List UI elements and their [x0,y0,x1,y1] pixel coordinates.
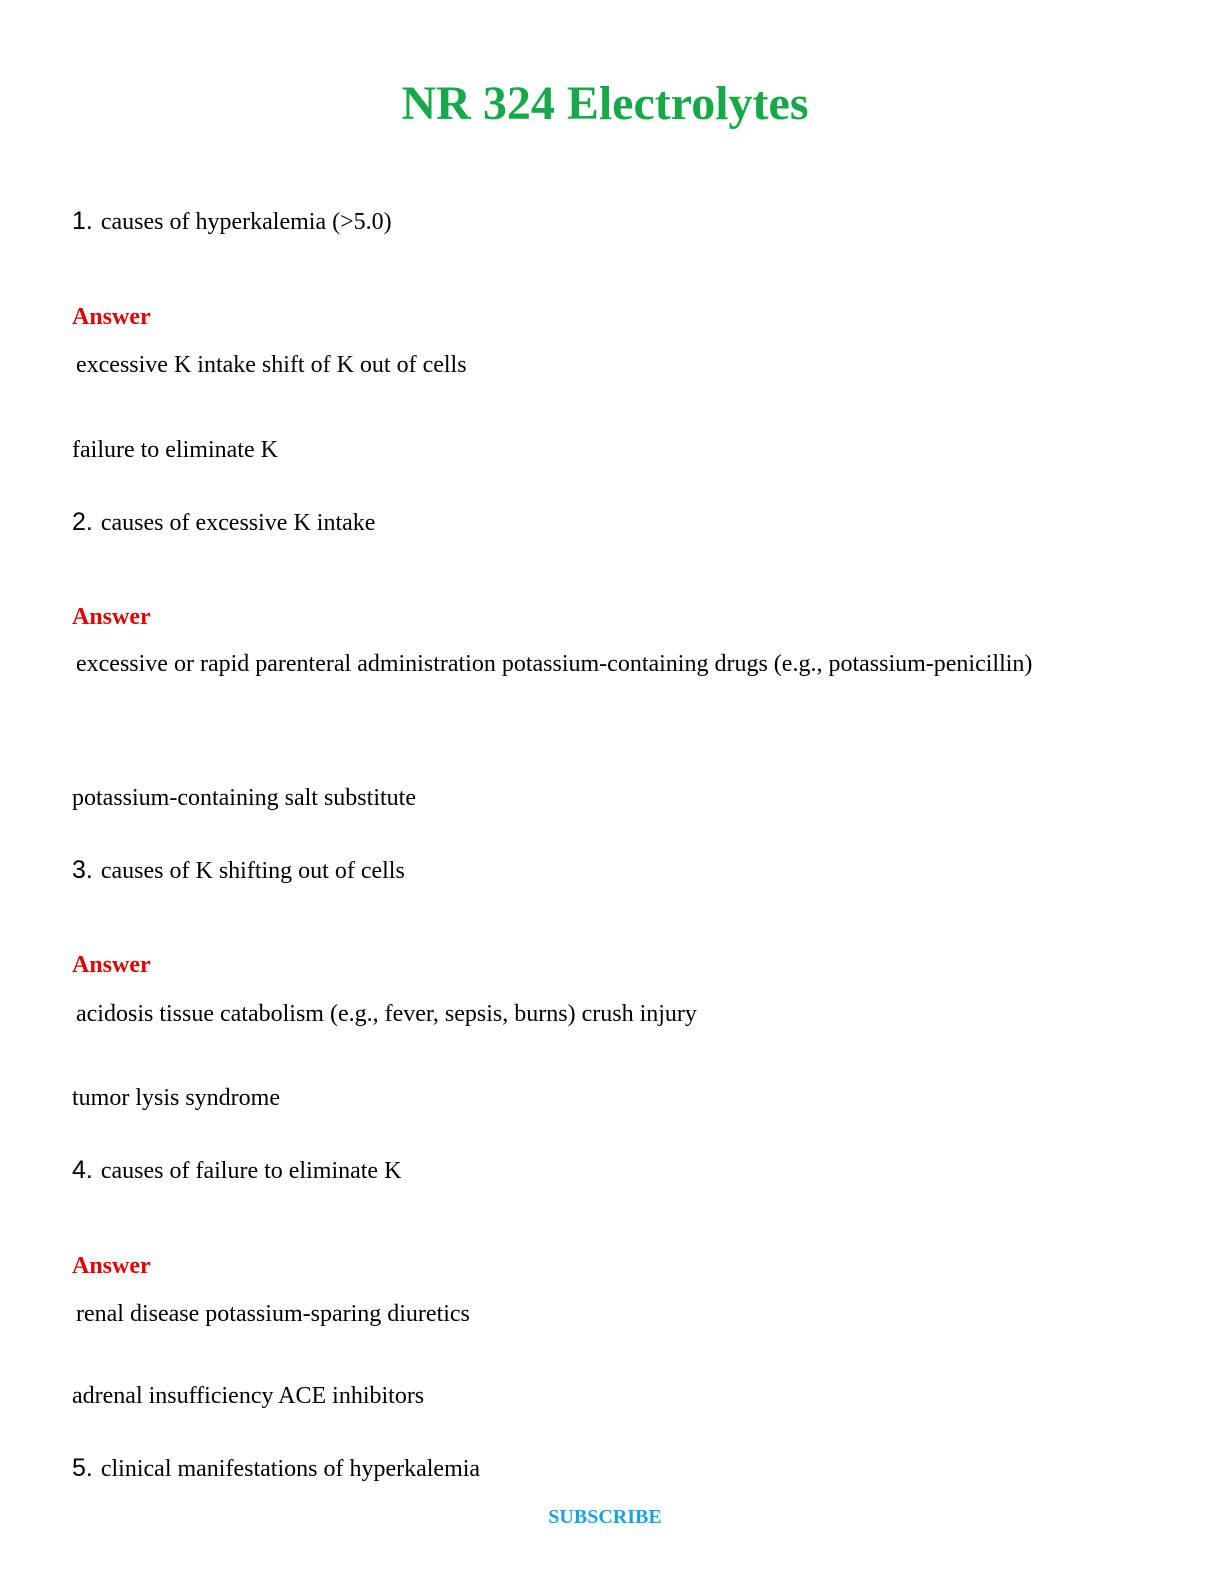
question-2 [72,508,375,537]
question-text: clinical manifestations of hyperkalemia [100,1456,481,1482]
question-number: 5. [72,1454,93,1482]
answer-label-1: Answer [72,304,151,330]
question-1 [72,207,392,236]
question-text: causes of K shifting out of cells [100,858,405,884]
question-text: causes of excessive K intake [100,510,376,536]
answer-label-3: Answer [72,952,151,978]
question-text: causes of failure to eliminate K [100,1158,402,1184]
question-number: 4. [72,1156,93,1184]
answer-label-4: Answer [72,1253,151,1279]
subscribe-link[interactable]: SUBSCRIBE [548,1506,662,1528]
answer-2-line-2: potassium-containing salt substitute [72,785,416,811]
question-number: 3. [72,856,93,884]
question-3 [72,856,405,885]
question-5 [72,1454,480,1483]
answer-4-line-2: adrenal insufficiency ACE inhibitors [72,1383,425,1409]
answer-3-line-1: acidosis tissue catabolism (e.g., fever, sepsis, burns) crush injury [76,1001,697,1027]
answer-2-line-1: excessive or rapid parenteral administration potassium-containing drugs (e.g., potassium-penicillin) [76,651,1033,677]
question-text: causes of hyperkalemia (>5.0) [100,209,392,235]
answer-1-line-2: failure to eliminate K [72,437,278,463]
answer-3-line-2: tumor lysis syndrome [72,1085,280,1111]
question-number: 2. [72,508,93,536]
answer-4-line-1: renal disease potassium-sparing diuretics [76,1301,470,1327]
answer-label-2: Answer [72,604,151,630]
question-number: 1. [72,207,93,235]
page-title: NR 324 Electrolytes [401,77,809,130]
question-4 [72,1156,401,1185]
answer-1-line-1: excessive K intake shift of K out of cells [76,352,467,378]
